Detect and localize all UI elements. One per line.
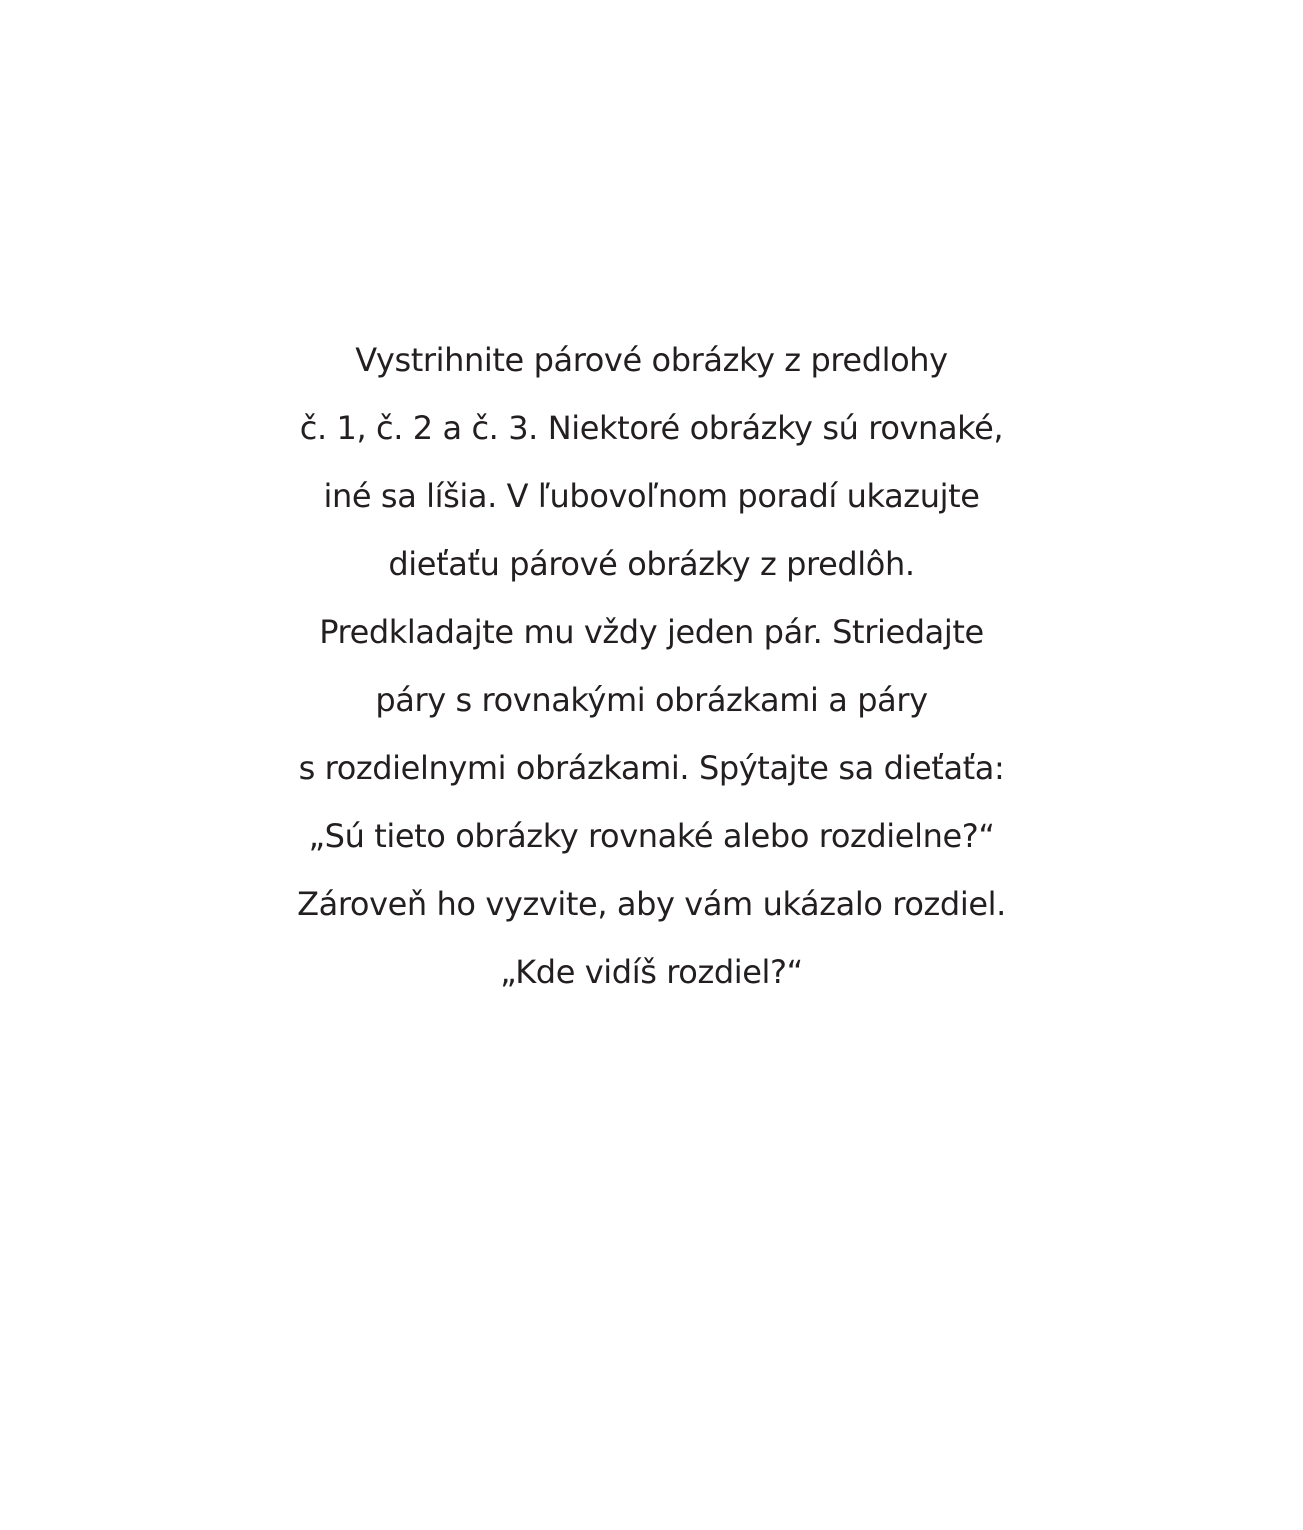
instructions-line: iné sa líšia. V ľubovoľnom poradí ukazujte [323, 477, 980, 515]
instructions-line: s rozdielnymi obrázkami. Spýtajte sa dieťaťa: [298, 749, 1005, 787]
instructions-line: „Kde vidíš rozdiel?“ [500, 953, 803, 991]
instructions-line: Vystrihnite párové obrázky z predlohy [355, 341, 948, 379]
instructions-line: „Sú tieto obrázky rovnaké alebo rozdielne?“ [308, 817, 995, 855]
instructions-line: dieťaťu párové obrázky z predlôh. [388, 545, 915, 583]
instructions-line: č. 1, č. 2 a č. 3. Niektoré obrázky sú rovnaké, [299, 409, 1004, 447]
instructions-line: Predkladajte mu vždy jeden pár. Striedajte [319, 613, 984, 651]
instructions-paragraph [0, 326, 1303, 1006]
instructions-line: Zároveň ho vyzvite, aby vám ukázalo rozdiel. [297, 885, 1006, 923]
instructions-line: páry s rovnakými obrázkami a páry [375, 681, 928, 719]
